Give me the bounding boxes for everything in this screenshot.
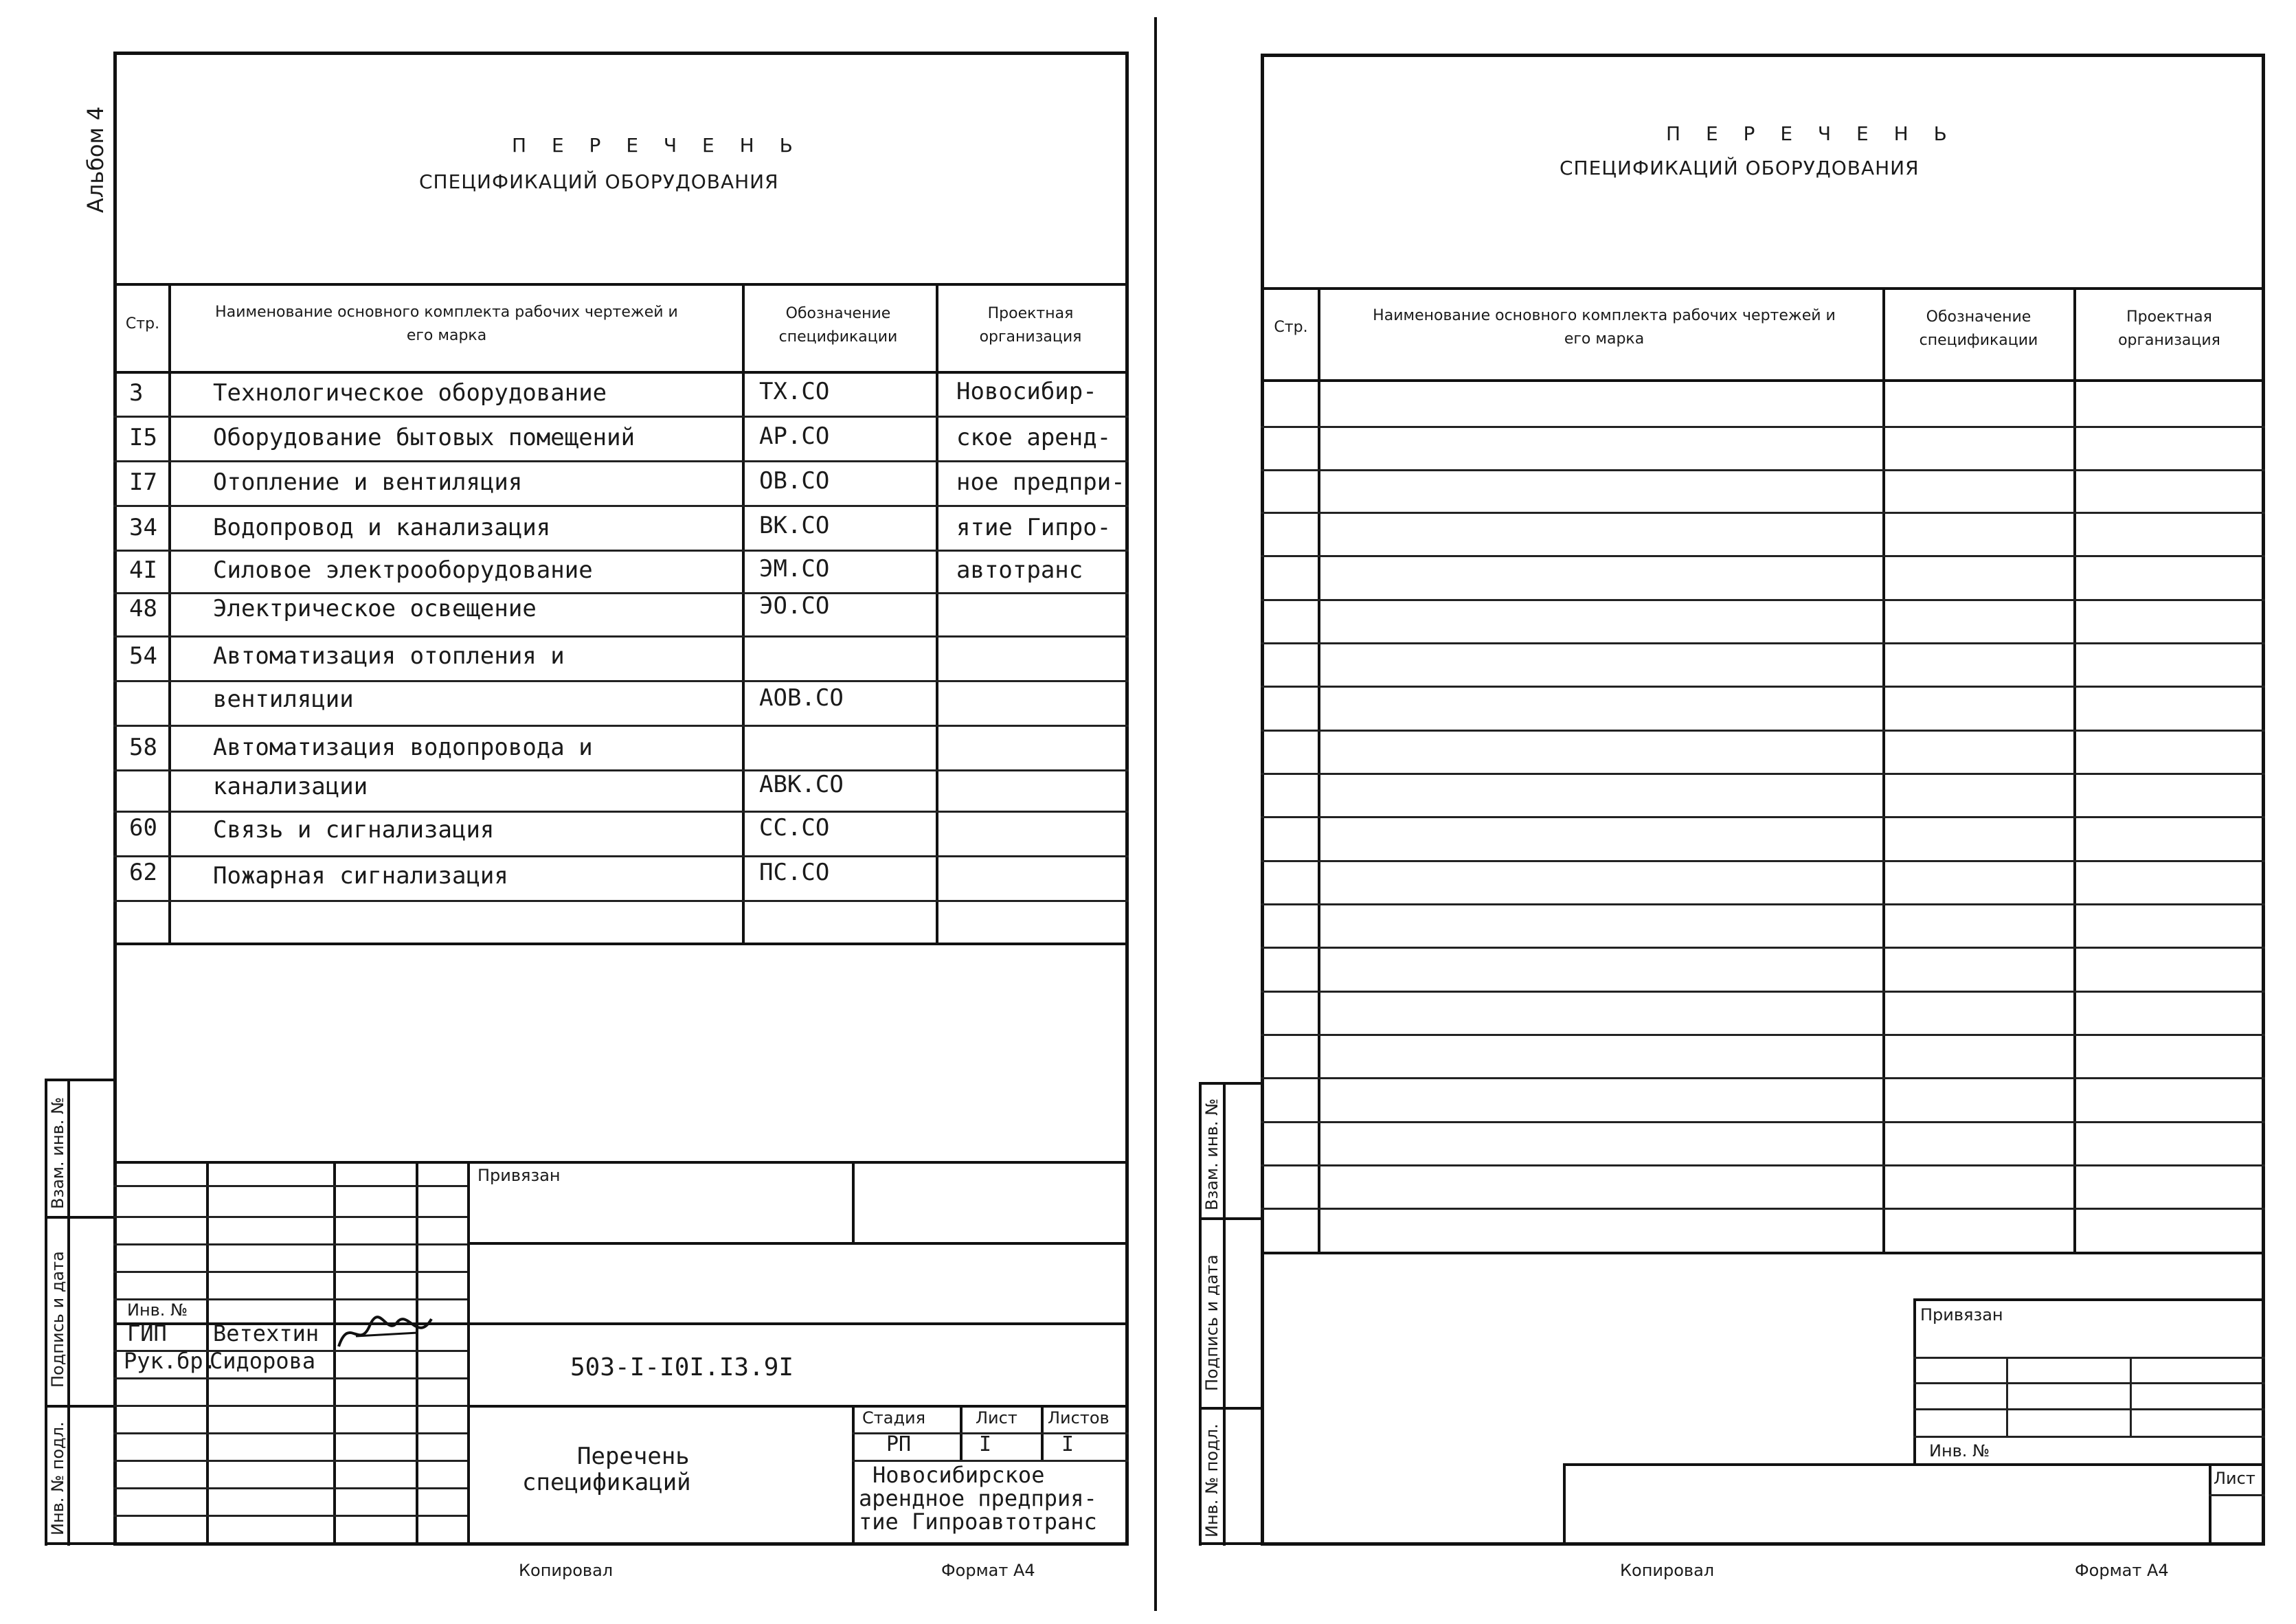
row-name: канализации [213, 773, 368, 800]
row-code: ЭО.СО [759, 592, 830, 620]
right-stamp-sheet-label: Лист [2214, 1469, 2255, 1488]
right-row-line [1261, 947, 2265, 949]
stamp-ruk-name: Сидорова [210, 1348, 316, 1374]
right-row-line [1261, 469, 2265, 471]
stamp-privyazan: Привязан [477, 1166, 561, 1185]
right-stamp-top [1913, 1298, 2265, 1301]
stamp-gip-role: ГИП [127, 1320, 167, 1346]
stamp-sheet-label: Лист [976, 1408, 1017, 1428]
org-line: автотранс [956, 556, 1083, 584]
left-row-line [113, 635, 1129, 638]
right-col-header-designation: Обозначение спецификации [1919, 308, 2038, 349]
right-stamp-row [1913, 1436, 2265, 1438]
stamp-row [113, 1271, 467, 1273]
left-header-bottom-line [113, 371, 1129, 374]
right-stamp-privyazan: Привязан [1920, 1305, 2003, 1324]
right-row-line [1261, 1121, 2265, 1123]
row-name: Отопление и вентиляция [213, 469, 523, 496]
footer-format: Формат А4 [941, 1561, 1035, 1580]
left-table-bottom-line [113, 943, 1129, 945]
page-divider [1154, 17, 1157, 1611]
right-footer-format: Формат А4 [2075, 1561, 2169, 1580]
left-row-line [113, 725, 1129, 727]
right-side-strip-edge [1223, 1082, 1226, 1546]
right-stamp-vline [2006, 1357, 2008, 1436]
row-name: Технологическое оборудование [213, 379, 607, 407]
right-frame [1261, 54, 2265, 1546]
right-row-line [1261, 816, 2265, 818]
signature-image [335, 1309, 438, 1357]
right-row-line [1261, 773, 2265, 775]
side-label-inv: Инв. № подл. [48, 1421, 67, 1535]
right-row-line [1261, 1164, 2265, 1166]
stamp-sheets-value: I [1061, 1432, 1074, 1456]
row-page: I7 [129, 469, 157, 496]
right-col-header-organization: Проектная организация [2118, 308, 2220, 349]
left-row-line [113, 505, 1129, 507]
right-side-strip-bottom [1199, 1542, 1261, 1545]
stamp-doc-title: Перечень [577, 1443, 690, 1470]
org-line: ятие Гипро- [956, 514, 1112, 541]
stamp-stage-value: РП [886, 1432, 912, 1456]
right-footer-copied: Копировал [1620, 1561, 1715, 1580]
right-stamp-row [1913, 1408, 2265, 1410]
org-line: ное предпри- [956, 469, 1125, 496]
left-title: П Е Р Е Ч Е Н Ь [512, 134, 802, 157]
right-header-top-line [1261, 287, 2265, 290]
left-side-strip-div [45, 1216, 113, 1219]
left-header-top-line [113, 283, 1129, 286]
stamp-row [113, 1243, 467, 1245]
row-code: АОВ.СО [759, 684, 844, 712]
stamp-vline [852, 1405, 855, 1546]
stamp-doc-code: 503-I-I0I.I3.9I [570, 1353, 794, 1381]
row-code: ВК.СО [759, 512, 830, 539]
left-row-line [113, 855, 1129, 857]
stamp-gip-name: Ветехтин [213, 1320, 319, 1346]
row-page: 54 [129, 642, 157, 670]
right-stamp-inv-no: Инв. № [1929, 1441, 1990, 1461]
stamp-row [113, 1515, 467, 1517]
left-col-header-name: Наименование основного комплекта рабочих чертежей и его марка [215, 304, 678, 344]
right-row-line [1261, 599, 2265, 601]
right-title: П Е Р Е Ч Е Н Ь [1666, 122, 1957, 145]
row-code: ЭМ.СО [759, 555, 830, 583]
right-row-line [1261, 686, 2265, 688]
right-row-line [1261, 991, 2265, 993]
row-name: Пожарная сигнализация [213, 862, 508, 890]
row-code: ПС.СО [759, 859, 830, 886]
stamp-stage-label: Стадия [862, 1408, 926, 1428]
left-row-line [113, 592, 1129, 594]
right-row-line [1261, 512, 2265, 514]
stamp-row [113, 1405, 467, 1407]
right-stamp-bottom-vline [1563, 1463, 1566, 1546]
row-page: I5 [129, 424, 157, 451]
stamp-vline [467, 1161, 470, 1546]
footer-copied: Копировал [519, 1561, 614, 1580]
row-page: 58 [129, 734, 157, 761]
right-side-label-vzam: Взам. инв. № [1202, 1098, 1222, 1210]
right-side-strip-top [1199, 1082, 1261, 1085]
row-code: АВК.СО [759, 771, 844, 798]
row-page: 48 [129, 595, 157, 622]
row-page: 3 [129, 379, 144, 407]
stamp-row [113, 1185, 467, 1187]
row-name: Силовое электрооборудование [213, 556, 593, 584]
stamp-row [113, 1432, 467, 1434]
row-name: Связь и сигнализация [213, 816, 495, 844]
stamp-row [113, 1216, 467, 1218]
right-stamp-bottom-block [1563, 1463, 2265, 1466]
row-name: Водопровод и канализация [213, 514, 551, 541]
stamp-row [113, 1487, 467, 1489]
album-label: Альбом 4 [82, 106, 109, 213]
left-side-strip-bottom [45, 1542, 113, 1545]
right-row-line [1261, 642, 2265, 644]
right-table-bottom-line [1261, 1252, 2265, 1254]
left-col-line-2 [742, 283, 745, 943]
row-code: ТХ.СО [759, 378, 830, 405]
side-label-vzam: Взам. инв. № [48, 1097, 67, 1209]
right-stamp-sheet-row [2209, 1494, 2265, 1496]
stamp-top-line [113, 1161, 1129, 1164]
right-stamp-vline [1913, 1298, 1916, 1463]
row-page: 4I [129, 556, 157, 584]
right-stamp-vline [2130, 1357, 2132, 1436]
right-col-line-3 [2073, 287, 2076, 1252]
left-row-line [113, 680, 1129, 682]
stamp-row [467, 1405, 1129, 1408]
right-stamp-row [1913, 1357, 2265, 1359]
right-col-line-1 [1318, 287, 1320, 1252]
right-row-line [1261, 860, 2265, 862]
left-side-strip-div [45, 1405, 113, 1408]
left-col-header-organization: Проектная организация [979, 305, 1082, 346]
right-row-line [1261, 426, 2265, 428]
left-row-line [113, 550, 1129, 552]
right-stamp-row [1913, 1382, 2265, 1384]
right-subtitle: СПЕЦИФИКАЦИЙ ОБОРУДОВАНИЯ [1560, 157, 1920, 179]
left-row-line [113, 811, 1129, 813]
right-row-line [1261, 903, 2265, 905]
row-name: Автоматизация водопровода и [213, 734, 593, 761]
left-row-line [113, 900, 1129, 902]
row-page: 62 [129, 859, 157, 886]
stamp-sheet-value: I [979, 1432, 992, 1456]
row-page: 34 [129, 514, 157, 541]
row-code: СС.СО [759, 814, 830, 842]
left-col-header-designation: Обозначение спецификации [778, 305, 898, 346]
left-row-line [113, 416, 1129, 418]
left-col-line-1 [168, 283, 171, 943]
right-side-label-signature: Подпись и дата [1202, 1254, 1222, 1391]
row-name: Электрическое освещение [213, 595, 537, 622]
left-col-header-page: Стр. [125, 315, 160, 332]
right-row-line [1261, 555, 2265, 557]
right-row-line [1261, 730, 2265, 732]
right-row-line [1261, 1077, 2265, 1079]
stamp-row [113, 1460, 467, 1462]
row-code: АР.СО [759, 422, 830, 450]
stamp-org: тие Гипроавтотранс [859, 1509, 1097, 1535]
stamp-org: арендное предприя- [859, 1485, 1097, 1511]
right-col-header-page: Стр. [1274, 319, 1308, 336]
right-header-bottom-line [1261, 379, 2265, 382]
row-page: 60 [129, 814, 157, 842]
right-col-line-2 [1882, 287, 1885, 1252]
left-row-line [113, 769, 1129, 771]
right-side-strip-div [1199, 1407, 1261, 1410]
right-side-strip-div [1199, 1217, 1261, 1220]
side-label-signature: Подпись и дата [48, 1251, 67, 1388]
stamp-ruk-role: Рук.бр. [124, 1348, 216, 1374]
left-subtitle: СПЕЦИФИКАЦИЙ ОБОРУДОВАНИЯ [419, 170, 779, 193]
stamp-sheets-label: Листов [1048, 1408, 1110, 1428]
stamp-inv-no: Инв. № [127, 1300, 188, 1320]
left-col-line-3 [936, 283, 938, 943]
stamp-org: Новосибирское [873, 1462, 1045, 1488]
right-col-header-name: Наименование основного комплекта рабочих чертежей и его марка [1373, 307, 1836, 348]
right-side-label-inv: Инв. № подл. [1202, 1423, 1222, 1537]
stamp-row [113, 1377, 467, 1379]
left-side-strip-top [45, 1079, 113, 1081]
right-row-line [1261, 1034, 2265, 1036]
stamp-vline [852, 1161, 855, 1243]
row-code: ОВ.СО [759, 467, 830, 495]
stamp-row [467, 1242, 1129, 1245]
stamp-doc-title: спецификаций [522, 1469, 691, 1496]
left-side-strip-outer [45, 1079, 47, 1546]
org-line: ское аренд- [956, 424, 1112, 451]
left-row-line [113, 460, 1129, 462]
right-row-line [1261, 1208, 2265, 1210]
row-name: Автоматизация отопления и [213, 642, 565, 670]
row-name: Оборудование бытовых помещений [213, 424, 635, 451]
right-side-strip-outer [1199, 1082, 1202, 1546]
right-stamp-sheet-vline [2209, 1463, 2211, 1546]
org-line: Новосибир- [956, 378, 1097, 405]
row-name: вентиляции [213, 686, 354, 713]
left-side-strip-edge [67, 1079, 70, 1546]
